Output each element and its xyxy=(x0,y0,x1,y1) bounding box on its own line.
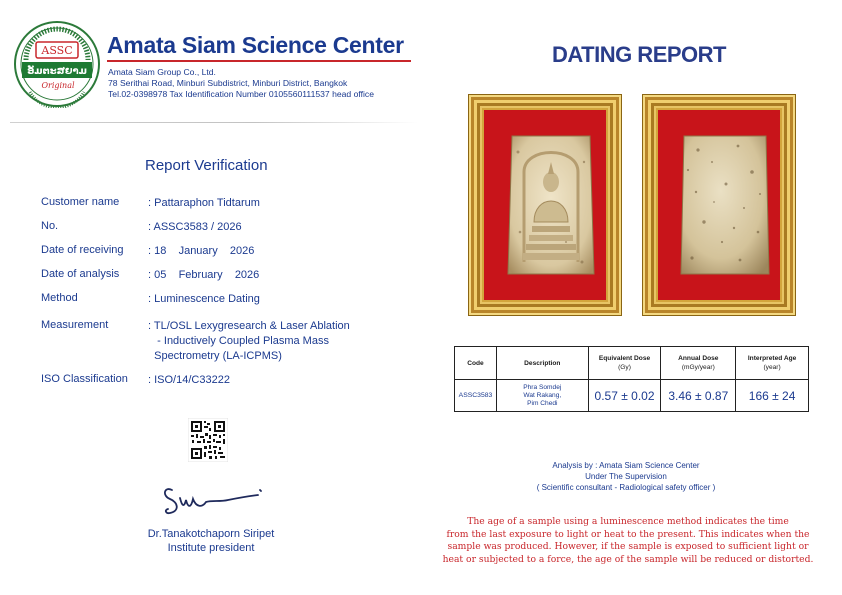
assc-seal-icon xyxy=(12,20,102,108)
header-divider xyxy=(10,122,418,123)
dating-report-title: DATING REPORT xyxy=(552,42,726,67)
column-header-equivalent-dose: Equivalent Dose (Gy) xyxy=(588,347,661,380)
column-header-code: Code xyxy=(455,347,497,380)
signature-image xyxy=(158,480,270,522)
frame-mat xyxy=(484,110,606,300)
row-label: Date of receiving xyxy=(41,244,124,256)
luminescence-disclaimer xyxy=(425,516,831,566)
row-value: : TL/OSL Lexygresearch & Laser Ablation - Inductively Coupled Plasma Mass Spectrometry (LA-ICPMS) xyxy=(148,320,350,362)
disclaimer-line: from the last exposure to light or heat to the present. This indicates when the xyxy=(446,528,810,540)
table-row xyxy=(455,380,809,412)
group-name: Amata Siam Group Co., Ltd. xyxy=(108,67,216,77)
row-label: Date of analysis xyxy=(41,268,120,280)
disclaimer-line: sample was produced. However, if the sample is exposed to sufficient light or xyxy=(447,541,809,552)
cell-code: ASSC3583 xyxy=(455,380,497,412)
column-header-interpreted-age: Interpreted Age (year) xyxy=(736,347,809,380)
cell-equivalent-dose: 0.57 ± 0.02 xyxy=(588,380,661,412)
disclaimer-line: heat or subjected to a force, the age of the sample will be reduced or distorted. xyxy=(442,553,814,565)
company-info xyxy=(108,67,374,100)
disclaimer-line: The age of a sample using a luminescence method indicates the time xyxy=(467,516,789,527)
analysis-line: ( Scientific consultant - Radiological safety officer ) xyxy=(536,483,716,492)
company-contact: Tel.02-0398978 Tax Identification Number 0105560111537 head office xyxy=(108,89,374,99)
analysis-statement xyxy=(454,460,798,493)
row-value: : ASSC3583 / 2026 xyxy=(148,221,242,233)
row-value: : ISO/14/C33222 xyxy=(148,374,230,386)
row-label: No. xyxy=(41,220,59,232)
signer-block xyxy=(0,527,422,555)
table-header-row xyxy=(455,347,809,380)
logo-original-text: Original xyxy=(41,81,75,90)
company-name: Amata Siam Science Center xyxy=(107,32,404,58)
cell-description: Phra Somdej Wat Rakang, Pim Chedi xyxy=(496,380,588,412)
row-label: ISO Classification xyxy=(41,373,128,385)
frame-mat xyxy=(658,110,780,300)
column-header-annual-dose: Annual Dose (mGy/year) xyxy=(661,347,736,380)
row-label: Measurement xyxy=(41,319,109,331)
signer-name: Dr.Tanakotchaporn Siripet xyxy=(147,528,275,540)
dating-results-table xyxy=(454,346,809,412)
column-header-description: Description xyxy=(496,347,588,380)
row-value: : Luminescence Dating xyxy=(148,293,260,305)
amulet-front-frame xyxy=(468,94,622,316)
title-rule xyxy=(107,60,411,62)
company-address: 78 Serithai Road, Minburi Subdistrict, Minburi District, Bangkok xyxy=(108,78,348,88)
logo-badge-text: ASSC xyxy=(41,44,73,57)
amulet-back-photo xyxy=(678,132,772,278)
row-label: Method xyxy=(41,292,78,304)
report-verification-title: Report Verification xyxy=(145,157,268,174)
cell-interpreted-age: 166 ± 24 xyxy=(736,380,809,412)
analysis-line: Analysis by : Amata Siam Science Center xyxy=(552,461,700,470)
row-value: : 18 January 2026 xyxy=(148,245,255,257)
qr-code-icon[interactable] xyxy=(188,418,228,462)
analysis-line: Under The Supervision xyxy=(585,472,667,481)
row-label: Customer name xyxy=(41,196,120,208)
signer-position: Institute president xyxy=(167,542,255,554)
cell-annual-dose: 3.46 ± 0.87 xyxy=(661,380,736,412)
amulet-back-frame xyxy=(642,94,796,316)
amulet-front-photo xyxy=(504,132,598,278)
row-value: : Pattaraphon Tidtarum xyxy=(148,197,260,209)
row-value: : 05 February 2026 xyxy=(148,269,260,281)
logo-brand-text: ອັມຕະສຍາມ xyxy=(27,66,87,77)
